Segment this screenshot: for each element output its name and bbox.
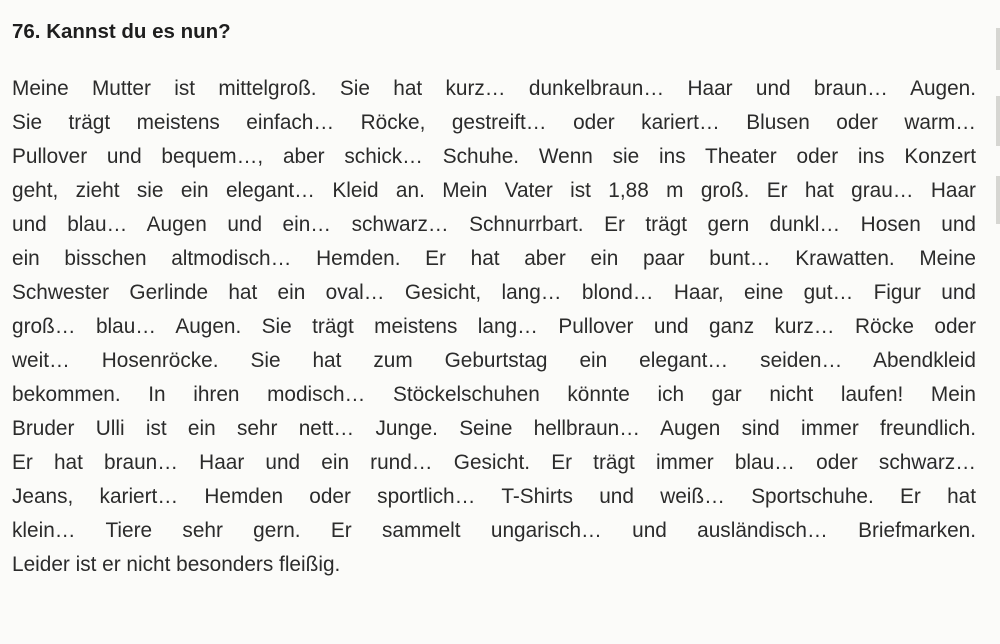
page-edge-mark <box>996 176 1000 224</box>
text-line: Jeans, kariert… Hemden oder sportlich… T-Shirts und weiß… Sportschuhe. Er hat <box>12 485 976 508</box>
text-line: klein… Tiere sehr gern. Er sammelt ungarisch… und ausländisch… Briefmarken. <box>12 519 976 542</box>
text-line: Pullover und bequem…, aber schick… Schuhe. Wenn sie ins Theater oder ins Konzert <box>12 145 976 168</box>
exercise-heading: 76. Kannst du es nun? <box>12 20 231 43</box>
text-line: und blau… Augen und ein… schwarz… Schnurrbart. Er trägt gern dunkl… Hosen und <box>12 213 976 236</box>
text-line: bekommen. In ihren modisch… Stöckelschuhen könnte ich gar nicht laufen! Mein <box>12 383 976 406</box>
text-line: Schwester Gerlinde hat ein oval… Gesicht, lang… blond… Haar, eine gut… Figur und <box>12 281 976 304</box>
exercise-text <box>12 72 976 582</box>
text-line: Er hat braun… Haar und ein rund… Gesicht. Er trägt immer blau… oder schwarz… <box>12 451 976 474</box>
page-edge-mark <box>996 28 1000 70</box>
text-line-last: Leider ist er nicht besonders fleißig. <box>12 553 341 576</box>
page-edge-mark <box>996 96 1000 146</box>
text-line: ein bisschen altmodisch… Hemden. Er hat aber ein paar bunt… Krawatten. Meine <box>12 247 976 270</box>
text-line: weit… Hosenröcke. Sie hat zum Geburtstag ein elegant… seiden… Abendkleid <box>12 349 976 372</box>
text-line: Bruder Ulli ist ein sehr nett… Junge. Seine hellbraun… Augen sind immer freundlich. <box>12 417 976 440</box>
text-line: geht, zieht sie ein elegant… Kleid an. Mein Vater ist 1,88 m groß. Er hat grau… Haar <box>12 179 976 202</box>
text-line: Meine Mutter ist mittelgroß. Sie hat kurz… dunkelbraun… Haar und braun… Augen. <box>12 77 976 100</box>
text-line: groß… blau… Augen. Sie trägt meistens lang… Pullover und ganz kurz… Röcke oder <box>12 315 976 338</box>
text-line: Sie trägt meistens einfach… Röcke, gestreift… oder kariert… Blusen oder warm… <box>12 111 976 134</box>
